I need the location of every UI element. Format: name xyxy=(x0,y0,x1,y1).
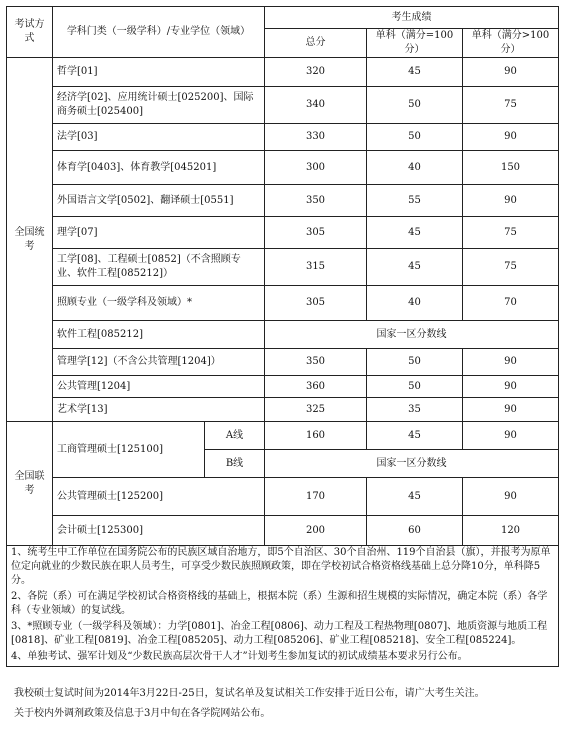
mpa-total: 170 xyxy=(265,478,367,516)
row-single-gt: 90 xyxy=(463,124,559,151)
table-row xyxy=(7,286,559,321)
line-a-single-gt: 90 xyxy=(463,422,559,450)
row-single-le: 40 xyxy=(367,286,463,321)
mpacc-single-le: 60 xyxy=(367,516,463,546)
row-subject: 外国语言文学[0502]、翻译硕士[0551] xyxy=(53,185,265,217)
note-item: 4、单独考试、强军计划及“少数民族高层次骨干人才”计划考生参加复试的初试成绩基本要求另行公布。 xyxy=(11,651,468,662)
row-subject: 工学[08]、工程硕士[0852]（不含照顾专业、软件工程[085212]） xyxy=(53,249,265,286)
row-subject: 经济学[02]、应用统计硕士[025200]、国际商务硕士[025400] xyxy=(53,87,265,124)
row-single-gt: 90 xyxy=(463,376,559,398)
table-row xyxy=(7,249,559,286)
table-row xyxy=(7,185,559,217)
row-single-le: 35 xyxy=(367,398,463,422)
table-row xyxy=(7,87,559,124)
row-total: 305 xyxy=(265,217,367,249)
row-single-gt: 75 xyxy=(463,87,559,124)
row-single-le: 55 xyxy=(367,185,463,217)
row-total: 305 xyxy=(265,286,367,321)
row-single-gt: 90 xyxy=(463,349,559,376)
mpacc-total: 200 xyxy=(265,516,367,546)
row-single-le: 50 xyxy=(367,349,463,376)
row-subject: 理学[07] xyxy=(53,217,265,249)
table-row xyxy=(7,58,559,87)
row-total: 350 xyxy=(265,349,367,376)
table-row xyxy=(7,349,559,376)
row-single-le: 50 xyxy=(367,124,463,151)
note-item: 1、统考生中工作单位在国务院公布的民族区域自治地方，即5个自治区、30个自治州、119个自治县（旗），并报考为原单位定向就业的少数民族在职人员考生，可享受少数民族照顾政策，即在学校初试合格资格线基础上总分降10分，单科降5分。 xyxy=(11,547,551,586)
header-single-le: 单科（满分=100分） xyxy=(367,29,463,58)
row-subject: 照顾专业（一级学科及领域）* xyxy=(53,286,265,321)
row-single-gt: 70 xyxy=(463,286,559,321)
line-b-merged: 国家一区分数线 xyxy=(265,450,559,478)
row-merged-line: 国家一区分数线 xyxy=(265,321,559,349)
mpacc-single-gt: 120 xyxy=(463,516,559,546)
row-subject: 法学[03] xyxy=(53,124,265,151)
header-total: 总分 xyxy=(265,29,367,58)
table-row xyxy=(7,217,559,249)
table-row xyxy=(7,321,559,349)
row-total: 360 xyxy=(265,376,367,398)
footer xyxy=(14,684,554,724)
mpa-single-le: 45 xyxy=(367,478,463,516)
row-subject: 体育学[0403]、体育教学[045201] xyxy=(53,151,265,185)
row-single-le: 45 xyxy=(367,249,463,286)
footer-line-retest: 我校硕士复试时间为2014年3月22日-25日，复试名单及复试相关工作安排于近日公布，请广大考生关注。 xyxy=(14,688,485,699)
group-label-liankao: 全国联考 xyxy=(7,422,53,546)
row-single-le: 45 xyxy=(367,58,463,87)
row-single-gt: 150 xyxy=(463,151,559,185)
row-subject: 哲学[01] xyxy=(53,58,265,87)
mpacc-subject: 会计硕士[125300] xyxy=(53,516,265,546)
row-subject: 管理学[12]（不含公共管理[1204]） xyxy=(53,349,265,376)
row-single-gt: 90 xyxy=(463,185,559,217)
row-single-le: 45 xyxy=(367,217,463,249)
row-single-le: 50 xyxy=(367,87,463,124)
note-item: 2、各院（系）可在满足学校初试合格资格线的基础上，根据本院（系）生源和招生规模的实际情况，确定本院（系）各学科（专业领域）的复试线。 xyxy=(11,591,548,616)
row-subject: 艺术学[13] xyxy=(53,398,265,422)
row-single-gt: 90 xyxy=(463,398,559,422)
row-total: 325 xyxy=(265,398,367,422)
row-total: 320 xyxy=(265,58,367,87)
note-item: 3、*照顾专业（一级学科及领域）：力学[0801]、冶金工程[0806]、动力工程及工程热物理[0807]、地质资源与地质工程[0818]、矿业工程[0819]、冶金工程[085205]、动力工程[085206]、矿业工程[085218]、安全工程[085224]。 xyxy=(11,621,548,646)
header-single-gt: 单科（满分>100分） xyxy=(463,29,559,58)
mba-subject: 工商管理硕士[125100] xyxy=(53,422,205,478)
group-label-tongkao: 全国统考 xyxy=(7,58,53,422)
notes-cell xyxy=(7,546,559,667)
row-single-le: 50 xyxy=(367,376,463,398)
row-total: 350 xyxy=(265,185,367,217)
header-subject: 学科门类（一级学科）/专业学位（领域） xyxy=(53,7,265,58)
table-row xyxy=(7,151,559,185)
mpa-subject: 公共管理硕士[125200] xyxy=(53,478,265,516)
row-total: 340 xyxy=(265,87,367,124)
table-row xyxy=(7,124,559,151)
row-total: 330 xyxy=(265,124,367,151)
row-single-gt: 90 xyxy=(463,58,559,87)
row-single-le: 40 xyxy=(367,151,463,185)
line-b-label: B线 xyxy=(205,450,265,478)
header-exam-method: 考试方式 xyxy=(7,7,53,58)
row-total: 315 xyxy=(265,249,367,286)
row-subject: 公共管理[1204] xyxy=(53,376,265,398)
table-row xyxy=(7,516,559,546)
table-row xyxy=(7,422,559,450)
row-single-gt: 75 xyxy=(463,249,559,286)
line-a-single-le: 45 xyxy=(367,422,463,450)
footer-line-transfer: 关于校内外调剂政策及信息于3月中旬在各学院网站公布。 xyxy=(14,708,271,719)
table-row xyxy=(7,398,559,422)
table-row xyxy=(7,376,559,398)
header-scores: 考生成绩 xyxy=(265,7,559,29)
mpa-single-gt: 90 xyxy=(463,478,559,516)
line-a-label: A线 xyxy=(205,422,265,450)
row-total: 300 xyxy=(265,151,367,185)
row-subject: 软件工程[085212] xyxy=(53,321,265,349)
line-a-total: 160 xyxy=(265,422,367,450)
table-row xyxy=(7,478,559,516)
row-single-gt: 75 xyxy=(463,217,559,249)
score-table xyxy=(6,6,559,667)
